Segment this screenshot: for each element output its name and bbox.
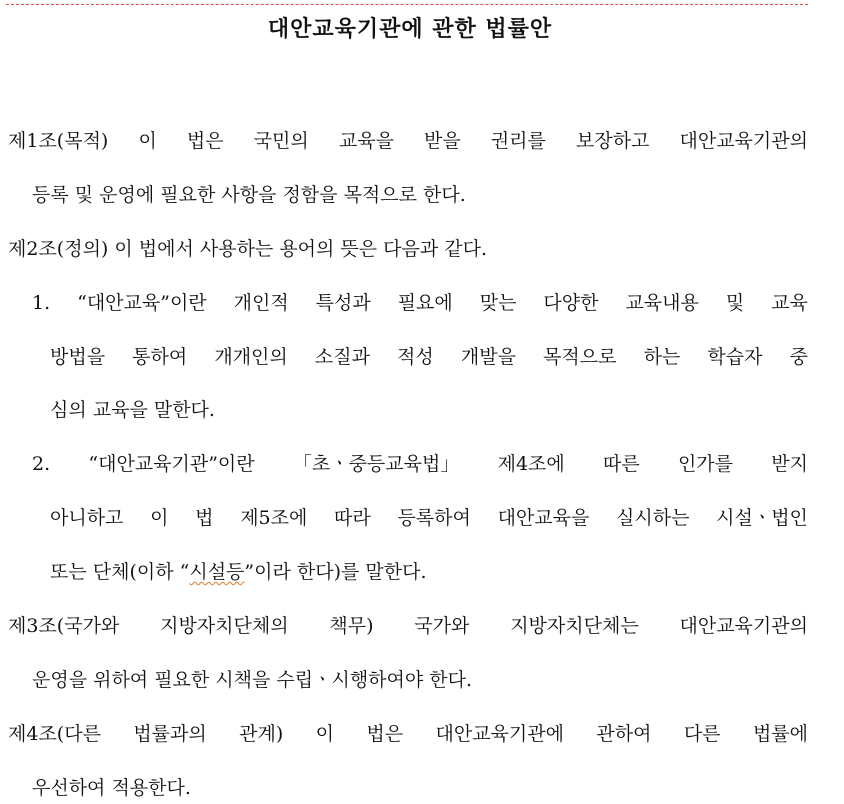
word: 받지: [771, 453, 808, 475]
article-2-item-1-line-3: 심의 교육을 말한다.: [50, 399, 215, 421]
word: 인가를: [677, 453, 733, 475]
article-2-item-2-line-3: [50, 560, 426, 584]
word: 법은: [186, 130, 224, 152]
word: 제5조에: [240, 507, 308, 529]
word: 제4조에: [497, 453, 565, 475]
word: 개개인의: [214, 346, 288, 368]
word: 학습자: [707, 346, 763, 368]
word: 소질과: [314, 346, 370, 368]
word: 목적으로: [543, 346, 617, 368]
article-2-line-1: 제2조(정의) 이 법에서 사용하는 용어의 뜻은 다음과 같다.: [8, 238, 488, 260]
word: 실시하는: [616, 507, 690, 529]
word: 국가와: [414, 615, 470, 637]
word: 이: [315, 723, 334, 745]
word: 보장하고: [575, 130, 650, 152]
word: 받을: [424, 130, 461, 152]
word: 맞는: [479, 292, 517, 314]
word: 지방자치단체의: [160, 615, 289, 637]
article-2-item-2-line-1: [32, 452, 808, 476]
article-2-item-2-line-3-after: ”이라 한다)를 말한다.: [244, 561, 427, 583]
word: 중: [789, 346, 808, 368]
article-2-item-2-line-3-before: 또는 단체(이하 “: [50, 561, 190, 583]
word: 다양한: [543, 292, 599, 314]
article-2-item-2-line-2: [50, 506, 808, 530]
word: 개발을: [460, 346, 516, 368]
word: 시설ㆍ법인: [716, 507, 808, 529]
word: 다른: [683, 723, 721, 745]
word: 2.: [32, 453, 51, 475]
word: 제1조(목적): [8, 130, 109, 152]
word: 제3조(국가와: [8, 615, 120, 637]
word: 법은: [366, 723, 404, 745]
word: 따른: [602, 453, 640, 475]
word: 하는: [643, 346, 681, 368]
word: 법: [195, 507, 214, 529]
word: 권리를: [490, 130, 546, 152]
word: 방법을: [50, 346, 106, 368]
word: 국민의: [253, 130, 309, 152]
article-4-line-2: 우선하여 적용한다.: [32, 777, 191, 799]
word: “대안교육”이란: [77, 292, 207, 314]
word: 교육을: [338, 130, 394, 152]
word: 이: [138, 130, 157, 152]
word: 대안교육을: [497, 507, 590, 529]
article-1-line-2: 등록 및 운영에 필요한 사항을 정함을 목적으로 한다.: [32, 184, 466, 206]
word: 관계): [239, 723, 284, 745]
word: 제4조(다른: [8, 723, 101, 745]
word: 관하여: [596, 723, 652, 745]
word: 개인적: [233, 292, 289, 314]
word: 적성: [397, 346, 434, 368]
article-1-line-1: [8, 129, 808, 153]
article-4-line-1: [8, 722, 808, 746]
article-2-item-1-line-1: [32, 291, 808, 315]
document-title: 대안교육기관에 관한 법률안: [267, 17, 553, 42]
word: 법률에: [752, 723, 808, 745]
word: 통하여: [132, 346, 188, 368]
article-2-item-1-line-2: [50, 345, 808, 369]
word: 따라: [334, 507, 371, 529]
article-3-line-1: [8, 614, 808, 638]
word: 법률과의: [133, 723, 207, 745]
word: 등록하여: [397, 507, 471, 529]
word: 지방자치단체는: [510, 615, 639, 637]
word: 「초ㆍ중등교육법」: [292, 453, 460, 475]
word: 필요에: [397, 292, 453, 314]
word: 아니하고: [50, 507, 124, 529]
word: 교육: [771, 292, 808, 314]
page-top-border: [6, 4, 808, 5]
word: 대안교육기관의: [679, 615, 808, 637]
word: 책무): [329, 615, 374, 637]
word: “대안교육기관”이란: [88, 453, 255, 475]
word: 대안교육기관에: [435, 723, 564, 745]
word: 특성과: [315, 292, 371, 314]
word: 교육내용: [625, 292, 699, 314]
article-3-line-2: 운영을 위하여 필요한 시책을 수립ㆍ시행하여야 한다.: [32, 669, 473, 691]
word: 이: [150, 507, 169, 529]
word: 대안교육기관의: [679, 130, 808, 152]
word: 및: [725, 292, 745, 314]
word: 1.: [32, 292, 51, 314]
spellcheck-marked-word: 시설등: [189, 561, 245, 583]
